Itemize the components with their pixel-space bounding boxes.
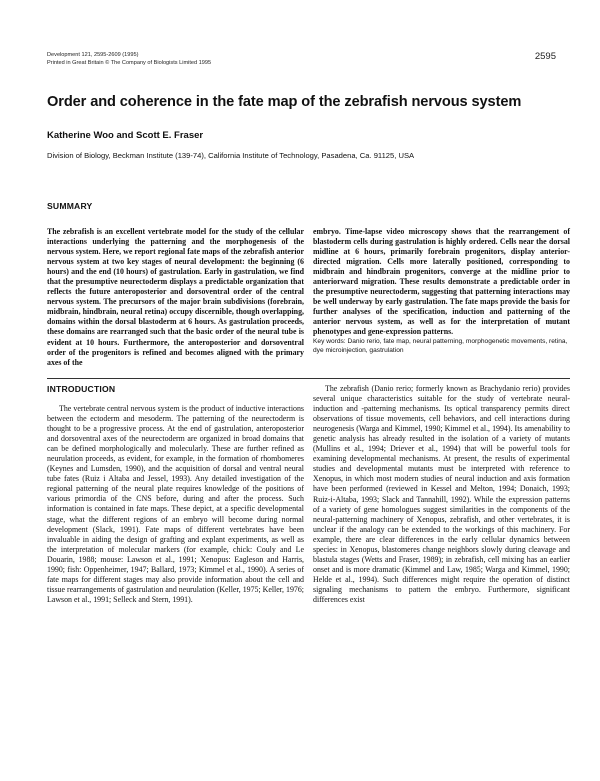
page-number: 2595 [534,51,556,62]
introduction-left-column [47,404,304,605]
summary-right-column [313,227,570,338]
author-affiliation: Division of Biology, Beckman Institute (139-74), California Institute of Technology, Pasadena, Ca. 91125, USA [47,151,415,160]
keywords: Key words: Danio rerio, fate map, neural patterning, morphogenetic movements, retina, dye microinjection, gastrulation [313,338,568,354]
summary-paragraph-right: embryo. Time-lapse video microscopy shows that the rearrangement of blastoderm cells during gastrulation is highly ordered. Cells near the dorsal midline at 6 hours, primarily forebrain progenitors, display anterior-directed migration. Cells more laterally positioned, corresponding to midbrain and hindbrain progenitors, converge at the midline prior to anteriorward migration. These results demonstrate a predictable order in the presumptive neurectoderm, suggesting that patterning interactions may be well underway by early gastrulation. The fate maps provide the basis for further analyses of the specification, induction and patterning of the anterior nervous system, as well as for the interpretation of mutant phenotypes and gene-expression patterns. [313,227,570,337]
summary-left-column [47,227,304,368]
article-authors: Katherine Woo and Scott E. Fraser [47,130,204,141]
introduction-paragraph-right: The zebrafish (Danio rerio; formerly known as Brachydanio rerio) provides several unique characteristics suitable for the study of vertebrate neural-induction and -patterning mechanisms. Its optical transparency permits direct observations of tissue movements, cell behaviors, and cell interactions during neurogenesis (Warga and Kimmel, 1990; Kimmel et al., 1994). Its amenability to genetic analysis has already resulted in the isolation of a variety of mutants (Mullins et al., 1994; Driever et al., 1994) that will be powerful tools for examining developmental mechanisms. At present, the results of experimental studies and developmental mutants must be interpreted with reference to Xenopus, in which most modern studies of neural induction and axis formation have been performed (reviewed in Kessel and Melton, 1994; Donaich, 1993; Ruiz-i-Altaba, 1993; Slack and Tannahill, 1992). While the expression patterns of a variety of gene homologues suggest similarities in the components of the neural-patterning machinery of Xenopus, zebrafish, and other vertebrates, it is unclear if the analogy can be extended to the workings of this machinery. For example, there are clear differences in the early cellular dynamics between species: in Xenopus, blastomeres change neighbors slowly during cleavage and blastula stages (Wetts and Fraser, 1989); in zebrafish, cell mixing has an earlier onset and is more dramatic (Kimmel and Law, 1985; Warga and Kimmel, 1990; Helde et al., 1994). Such differences might require the operation of distinct signaling mechanisms to pattern the embryo. Furthermore, significant differences exist [313,384,570,604]
introduction-paragraph-left: The vertebrate central nervous system is the product of inductive interactions between the ectoderm and mesoderm. The patterning of the neurectoderm is thought to be a progressive process. At the end of gastrulation, anteroposterior and dorsoventral axes of the neurectoderm are organized in broad domains that can be defined morphologically and molecularly. These are further refined as neurulation proceeds, as evident, for example, in the formation of rhombomeres (Keynes and Lumsden, 1990), and the acquisition of dorsal and ventral neural tube fates (Ruiz i Altaba and Jessel, 1993). Any detailed investigation of the regional patterning of the neural plate requires knowledge of the positions of various primordia of the CNS before, during and after the process. Such information is contained in fate maps. These depict, at a specific developmental stage, what the different regions of an embryo will become during normal development (Slack, 1991). Fate maps of different vertebrates have been invaluable in aiding the design of grafting and explant experiments, as well as the interpretation of molecular markers (for example, chick: Couly and Le Douarin, 1988; mouse: Lawson et al., 1991; Xenopus: Eagleson and Harris, 1990; fish: Oppenheimer, 1947; Ballard, 1973; Kimmel et al., 1990). A series of fate maps for different stages may also provide information about the cell and tissue rearrangements of gastrulation and neurulation (Keller, 1975; Keller, 1976; Lawson et al., 1991; Selleck and Stern, 1991). [47,404,304,604]
journal-header [47,52,211,67]
printer-line: Printed in Great Britain © The Company of Biologists Limited 1995 [47,59,212,66]
summary-heading: SUMMARY [47,201,93,211]
introduction-heading: INTRODUCTION [47,384,116,394]
article-title: Order and coherence in the fate map of the zebrafish nervous system [47,94,522,110]
journal-citation: Development 121, 2595-2609 (1995) [47,52,139,58]
introduction-right-column [313,384,570,605]
summary-paragraph-left: The zebrafish is an excellent vertebrate model for the study of the cellular interactions underlying the patterning and the morphogenesis of the nervous system. Here, we report regional fate maps of the zebrafish anterior nervous system at two key stages of neural development: the beginning (6 hours) and the end (10 hours) of gastrulation. Early in gastrulation, we find that the presumptive neurectoderm displays a predictable organization that reflects the future anteroposterior and dorsoventral order of the central nervous system. The precursors of the major brain subdivisions (forebrain, midbrain, hindbrain, neural retina) occupy discernible, though overlapping, domains within the dorsal blastoderm at 6 hours. As gastrulation proceeds, these domains are rearranged such that the basic order of the neural tube is evident at 10 hours. Furthermore, the anteroposterior and dorsoventral order of the progenitors is refined and becomes aligned with the primary axes of the [47,227,304,367]
section-divider [47,378,570,379]
